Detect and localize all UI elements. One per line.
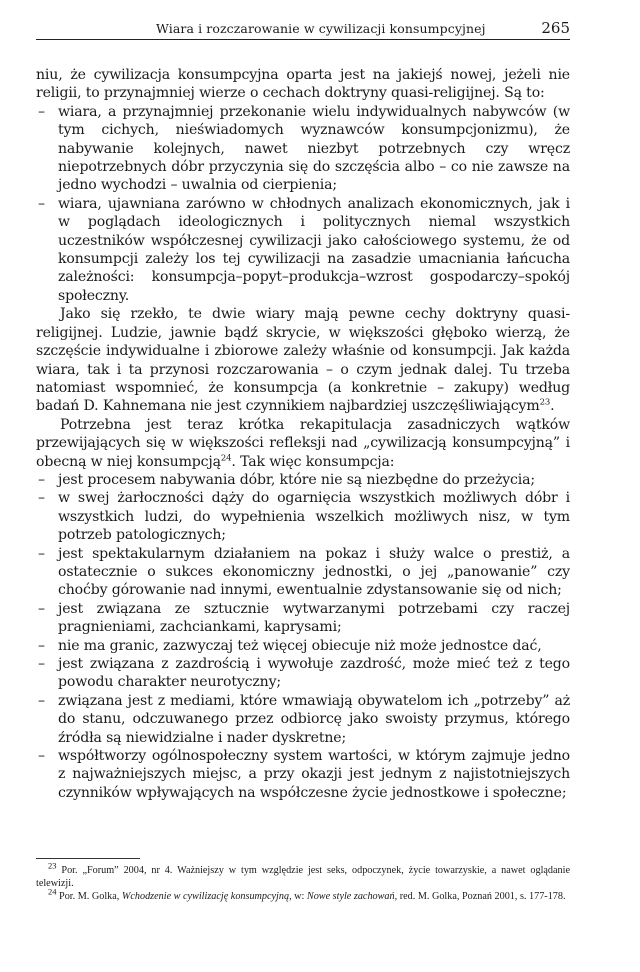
paragraph-text: Jako się rzekło, te dwie wiary mają pewne cechy doktryny quasi-religijnej. Ludzie, jawnie bądź skrycie, w większości głęboko wierzą, że szczęście indywidualne i zbiorowe zależy właśnie od konsumpcji. Jak każda wiara, tak i ta przynosi rozczarowania – o czym jednak dalej. Tu trzeba natomiast wspomnieć, że konsumpcja (a konkretnie – zakupy) według badań D. Kahnemana nie jest czynnikiem najbardziej uszczęśliwiającym [36,306,570,415]
dash-bullet: – [38,692,45,709]
page-number: 265 [541,19,570,37]
beliefs-list [36,103,570,305]
dash-bullet: – [38,103,45,120]
intro-paragraph: niu, że cywilizacja konsumpcyjna oparta jest na jakiejś nowej, jeżeli nie religii, to przynajmniej wierze o cechach doktryny quasi-religijnej. Są to: [36,67,570,102]
dash-bullet: – [38,600,45,617]
list-item-text: jest związana z zazdrością i wywołuje zazdrość, może mieć też z tego powodu charakter neurotyczny; [58,656,570,691]
list-item [36,489,570,544]
footnote-number: 24 [48,886,57,897]
list-item [36,692,570,747]
paragraph-end: . [550,398,555,415]
list-item-text: nie ma granic, zazwyczaj też więcej obiecuje niż może jednostce dać, [58,637,542,654]
footnote-divider [36,858,140,859]
list-item [36,471,570,489]
list-item-text: jest procesem nabywania dóbr, które nie są niezbędne do przeżycia; [58,471,536,488]
list-item-text: związana jest z mediami, które wmawiają obywatelom ich „potrzeby” aż do stanu, odczuwanego przez odbiorcę jako swoisty przymus, którego źródła są niewidzialne i nader dyskretne; [58,692,570,746]
footnote-text: , w: [289,891,307,903]
paragraph-two [36,305,570,415]
list-item [36,637,570,655]
list-item-text: jest spektakularnym działaniem na pokaz i służy walce o prestiż, a ostatecznie o sukces ekonomiczny jednostki, o jej „panowanie” czy choćby górowanie nad innymi, ewentualnie zdystansowanie się od nich; [58,545,570,599]
footnote-text: Por. „Forum” 2004, nr 4. Ważniejszy w tym względzie jest seks, odpoczynek, życie towarzyskie, a nawet oglądanie telewizji. [36,865,570,889]
features-list [36,471,570,802]
dash-bullet: – [38,748,45,765]
list-item [36,655,570,692]
list-item [36,747,570,802]
dash-bullet: – [38,471,45,488]
running-head [36,20,570,40]
footnote-text: Por. M. Golka, [59,891,122,903]
cited-title: Wchodzenie w cywilizację konsumpcyjną [121,891,290,903]
list-item-text: w swej żarłoczności dąży do ogarnięcia wszystkich możliwych dóbr i wszystkich ludzi, do wypełnienia wszelkich możliwych nisz, w tym potrzeb patologicznych; [58,490,570,544]
list-item [36,600,570,637]
dash-bullet: – [38,656,45,672]
footnote-ref: 23 [539,397,551,408]
main-text [36,66,570,802]
list-item [36,195,570,305]
footnotes [36,860,570,905]
footnote-23 [36,860,570,890]
dash-bullet: – [38,490,45,507]
footnote-ref: 24 [220,452,232,463]
footnote-24 [36,886,570,904]
paragraph-three [36,416,570,471]
cited-collection-title: Nowe style zachowań [306,891,395,903]
footnote-text: , red. M. Golka, Poznań 2001, s. 177-178. [394,891,566,903]
list-item [36,545,570,600]
list-item [36,103,570,195]
dash-bullet: – [38,637,45,654]
paragraph-text: Potrzebna jest teraz krótka rekapitulacja zasadniczych wątków przewijających się w większości refleksji nad „cywilizacją konsumpcyjną” i obecną w niej konsumpcją [36,416,570,470]
paragraph-end: . Tak więc konsumpcja: [231,453,395,470]
list-item-text: wiara, a przynajmniej przekonanie wielu indywidualnych nabywców (w tym cichych, nieświadomych wyznawców konsumpcjonizmu), że nabywanie kolejnych, nawet niezbyt potrzebnych czy wręcz niepotrzebnych dóbr przyczynia się do szczęścia albo – co nie zawsze na jedno wychodzi – uwalnia od cierpienia; [58,103,570,194]
list-item-text: jest związana ze sztucznie wytwarzanymi potrzebami czy raczej pragnieniami, zachciankami, kaprysami; [58,600,570,636]
dash-bullet: – [38,195,45,212]
running-title: Wiara i rozczarowanie w cywilizacji konsumpcyjnej [156,21,486,36]
list-item-text: wiara, ujawniana zarówno w chłodnych analizach ekonomicznych, jak i w poglądach ideologicznych i politycznych niemal wszystkich uczestników współczesnej cywilizacji jako całościowego systemu, że od konsumpcji zależy los tej cywilizacji na zasadzie umacniania łańcucha zależności: konsumpcja–popyt–produkcja–wzrost gospodarczy–spokój społeczny. [58,195,570,304]
list-item-text: współtworzy ogólnospołeczny system wartości, w którym zajmuje jedno z najważniejszych miejsc, a przy okazji jest jednym z najistotniejszych czynników wpływających na współczesne życie jednostkowe i społeczne; [58,748,570,801]
footnote-number: 23 [48,860,57,871]
dash-bullet: – [38,545,45,562]
